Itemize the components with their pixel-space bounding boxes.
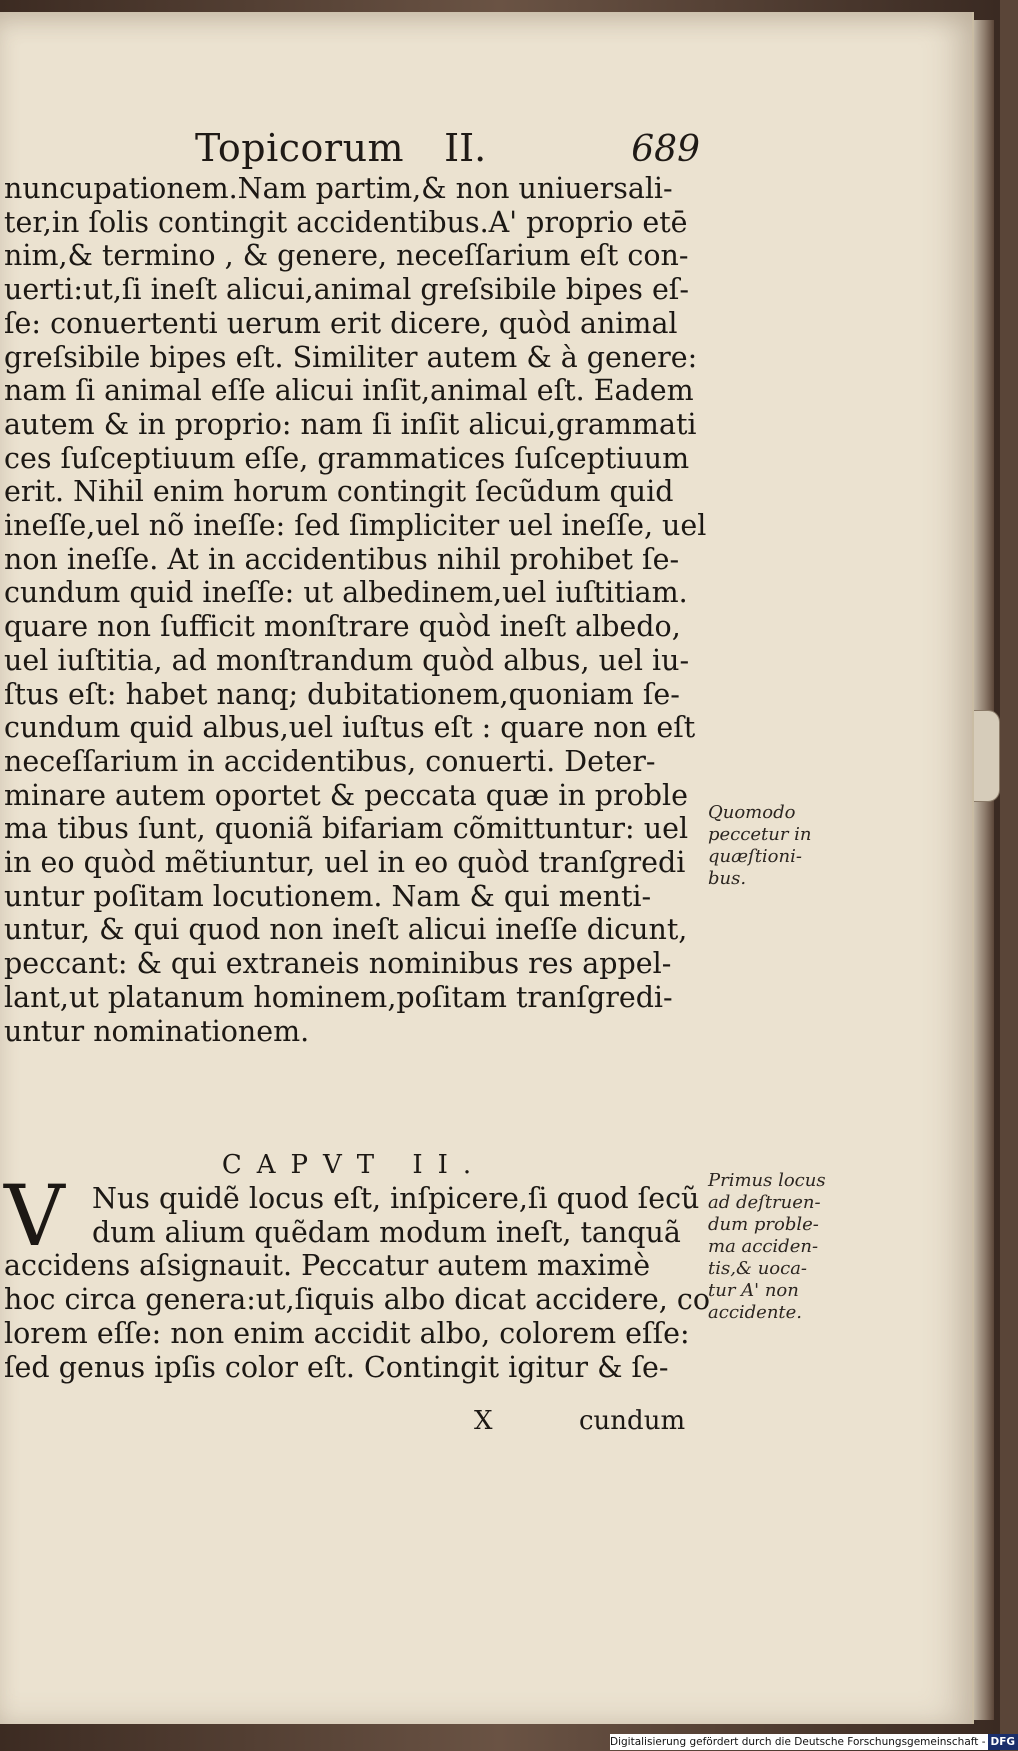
marginal-line: tis,& uoca-	[708, 1258, 808, 1279]
marginal-line: quæſtioni-	[708, 846, 802, 867]
page-number: 689	[631, 129, 700, 170]
text-line: uerti:ut,ſi ineſt alicui,animal greſsibile bipes eſ-	[4, 273, 689, 307]
text-line: ſe: conuertenti uerum erit dicere, quòd animal	[4, 306, 678, 340]
running-head-title: Topicorum	[195, 126, 405, 170]
marginal-note-2	[708, 1170, 848, 1324]
marginal-line: dum proble-	[708, 1214, 819, 1235]
marginal-line: bus.	[708, 868, 747, 889]
text-line: cundum quid albus,uel iuſtus eſt : quare non eſt	[4, 711, 696, 745]
marginal-line: Primus locus	[708, 1170, 826, 1191]
signature-mark: X	[474, 1406, 493, 1436]
chapter-heading: CAPVT II.	[221, 1150, 487, 1180]
text-line: quare non ſufficit monſtrare quòd ineſt albedo,	[4, 610, 681, 644]
drop-cap: V	[4, 1167, 65, 1265]
text-line: ſed genus ipſis color eſt. Contingit igitur & ſe-	[4, 1350, 669, 1384]
text-line: neceſſarium in accidentibus, conuerti. Deter-	[4, 744, 656, 778]
marginal-line: tur A' non	[708, 1280, 799, 1301]
text-line: non ineſſe. At in accidentibus nihil prohibet ſe-	[4, 542, 680, 576]
text-line: in eo quòd mẽtiuntur, uel in eo quòd tranſgredi	[4, 846, 686, 880]
page-fore-edge	[972, 20, 994, 1720]
text-line: nam ſi animal eſſe alicui inſit,animal eſt. Eadem	[4, 374, 694, 408]
text-line: peccant: & qui extraneis nominibus res appel-	[4, 947, 672, 981]
footer-text: Digitalisierung gefördert durch die Deutsche Forschungsgemeinschaft -	[610, 1736, 986, 1748]
text-line: ma tibus ſunt, quoniã bifariam cõmittuntur: uel	[4, 812, 689, 846]
text-line: untur nominationem.	[4, 1014, 310, 1048]
book-page	[0, 12, 974, 1724]
text-line: untur, & qui quod non ineſt alicui ineſſe dicunt,	[4, 913, 688, 947]
text-line: ter,in ſolis contingit accidentibus.A' proprio etē	[4, 205, 688, 239]
text-line: hoc circa genera:ut,ſiquis albo dicat accidere, co	[4, 1283, 710, 1317]
text-line: uel iuſtitia, ad monſtrandum quòd albus, uel iu-	[4, 643, 690, 677]
chapter-text	[4, 1182, 710, 1384]
funding-footer	[610, 1734, 1016, 1750]
text-line: dum alium quẽdam modum ineſt, tanquã	[92, 1215, 681, 1249]
text-line: ineſſe,uel nõ ineſſe: ſed ſimpliciter uel ineſſe, uel	[4, 509, 707, 543]
text-line: autem & in proprio: nam ſi inſit alicui,grammati	[4, 407, 697, 441]
text-line: ces ſuſceptiuum eſſe, grammatices ſuſceptiuum	[4, 441, 690, 475]
text-line: untur poſitam locutionem. Nam & qui menti-	[4, 879, 652, 913]
text-line: cundum quid ineſſe: ut albedinem,uel iuſtitiam.	[4, 576, 688, 610]
text-line: minare autem oportet & peccata quæ in proble	[4, 778, 688, 812]
text-line: nim,& termino , & genere, neceſſarium eſt con-	[4, 239, 689, 273]
marginal-note-1	[708, 802, 848, 890]
running-head-part: II.	[444, 126, 487, 170]
text-line: Nus quidẽ locus eſt, inſpicere,ſi quod ſecũ	[92, 1182, 700, 1215]
body-text	[4, 172, 707, 1048]
dfg-logo: DFG	[988, 1734, 1018, 1750]
text-line: greſsibile bipes eſt. Similiter autem & à genere:	[4, 340, 698, 374]
running-head	[195, 126, 700, 172]
marginal-line: ma acciden-	[708, 1236, 819, 1257]
text-line: accidens aſsignauit. Peccatur autem maximè	[4, 1249, 651, 1283]
text-line: erit. Nihil enim horum contingit ſecũdum quid	[4, 475, 674, 509]
text-line: ſtus eſt: habet nanq; dubitationem,quoniam ſe-	[4, 677, 680, 711]
text-line: lorem eſſe: non enim accidit albo, colorem eſſe:	[4, 1316, 690, 1350]
marginal-line: ad deſtruen-	[708, 1192, 821, 1213]
marginal-line: Quomodo	[708, 802, 796, 823]
marginal-line: peccetur in	[708, 824, 812, 845]
text-line: nuncupationem.Nam partim,& non uniuersali-	[4, 172, 673, 205]
text-line: lant,ut platanum hominem,poſitam tranſgredi-	[4, 980, 673, 1014]
catchword: cundum	[579, 1406, 686, 1436]
marginal-line: accidente.	[708, 1302, 803, 1323]
